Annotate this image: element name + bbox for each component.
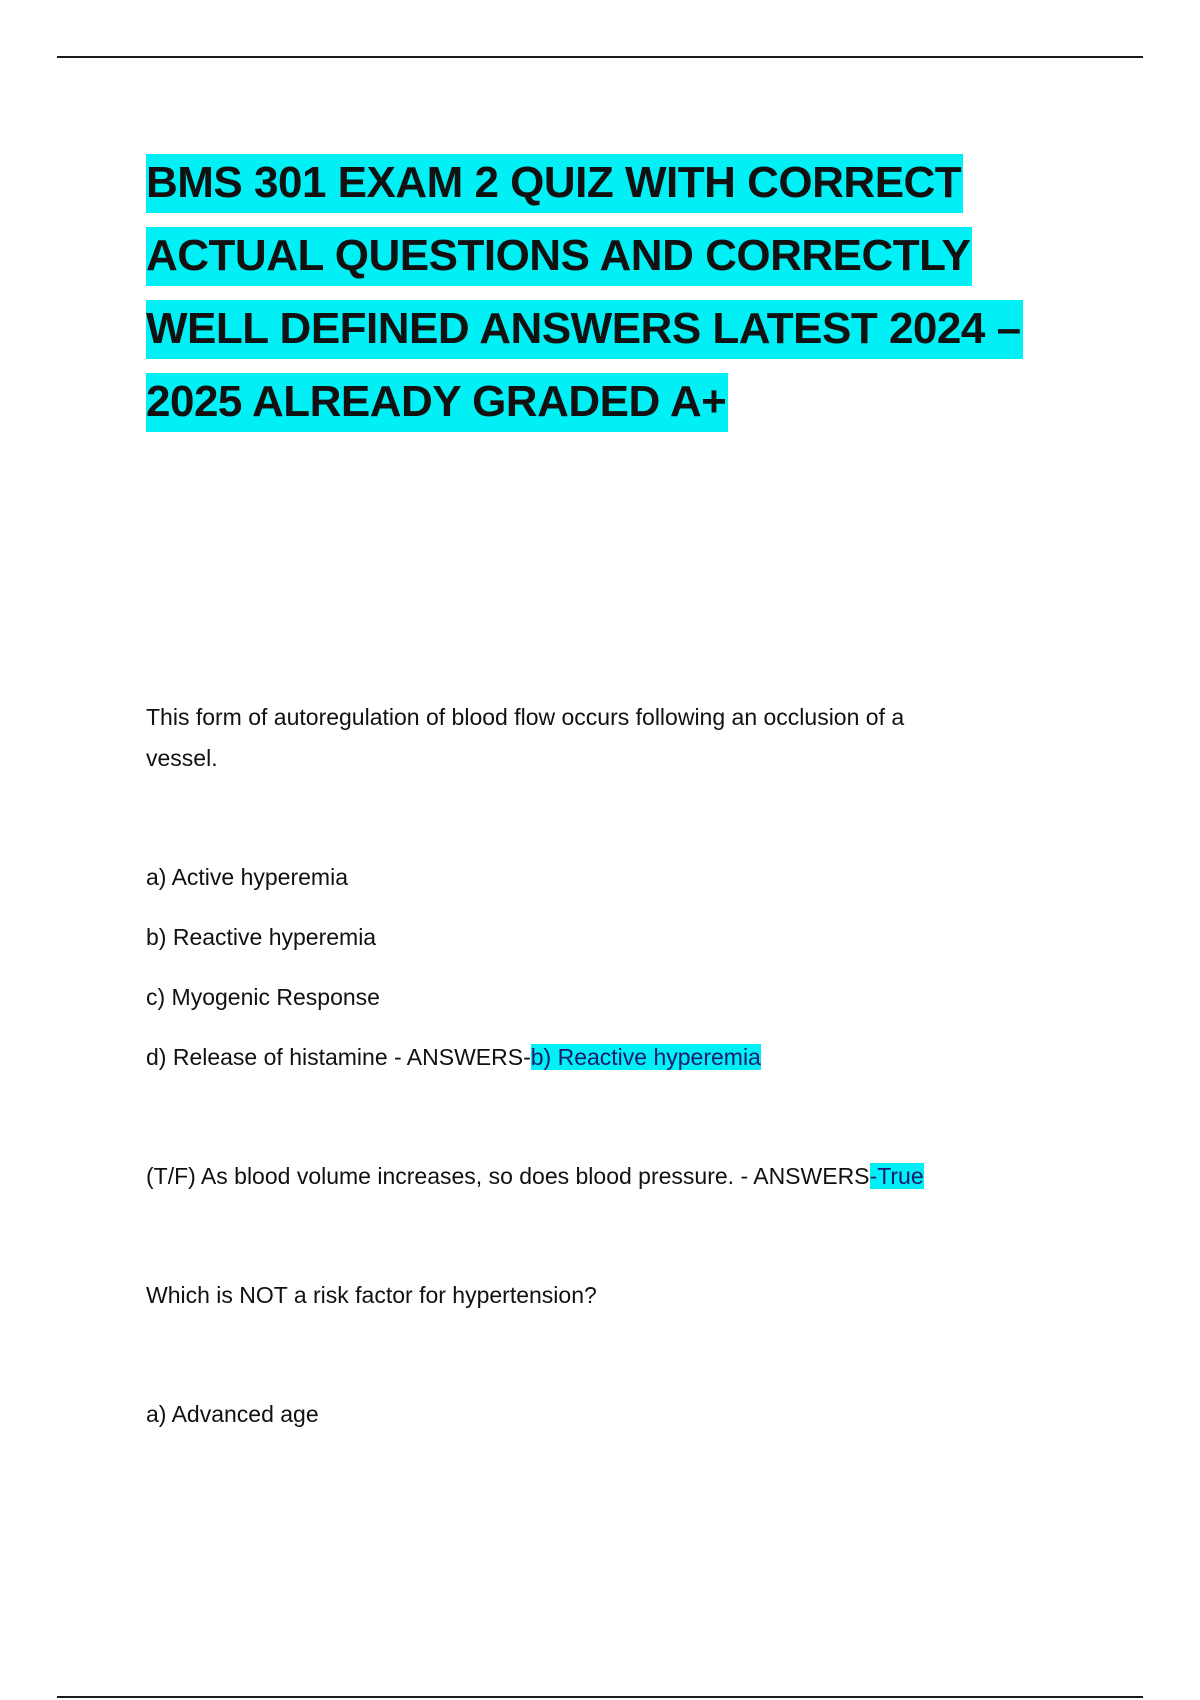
title-line: ACTUAL QUESTIONS AND CORRECTLY	[146, 227, 972, 286]
answer-highlight: -True	[869, 1163, 924, 1189]
footer-rule	[57, 1696, 1143, 1698]
question-prompt-line: This form of autoregulation of blood flow occurs following an occlusion of a	[146, 704, 905, 730]
question-prompt-line: vessel.	[146, 745, 218, 771]
question-2	[146, 1156, 924, 1197]
question-prompt: (T/F) As blood volume increases, so does blood pressure. - ANSWERS	[146, 1163, 870, 1189]
title-line: 2025 ALREADY GRADED A+	[146, 373, 728, 432]
question-3-prompt: Which is NOT a risk factor for hypertension?	[146, 1282, 597, 1308]
header-rule	[57, 56, 1143, 58]
title-line: BMS 301 EXAM 2 QUIZ WITH CORRECT	[146, 154, 963, 213]
option-text: d) Release of histamine - ANSWERS-	[146, 1044, 531, 1070]
question-3-option-a: a) Advanced age	[146, 1401, 319, 1427]
question-1-prompt	[146, 697, 904, 779]
question-1-option-a: a) Active hyperemia	[146, 864, 348, 890]
answer-highlight: b) Reactive hyperemia	[530, 1044, 761, 1070]
document-title	[146, 146, 1046, 438]
question-1-option-d	[146, 1037, 761, 1078]
question-1-option-c: c) Myogenic Response	[146, 984, 380, 1010]
question-1-option-b: b) Reactive hyperemia	[146, 924, 377, 950]
title-line: WELL DEFINED ANSWERS LATEST 2024 –	[146, 300, 1023, 359]
